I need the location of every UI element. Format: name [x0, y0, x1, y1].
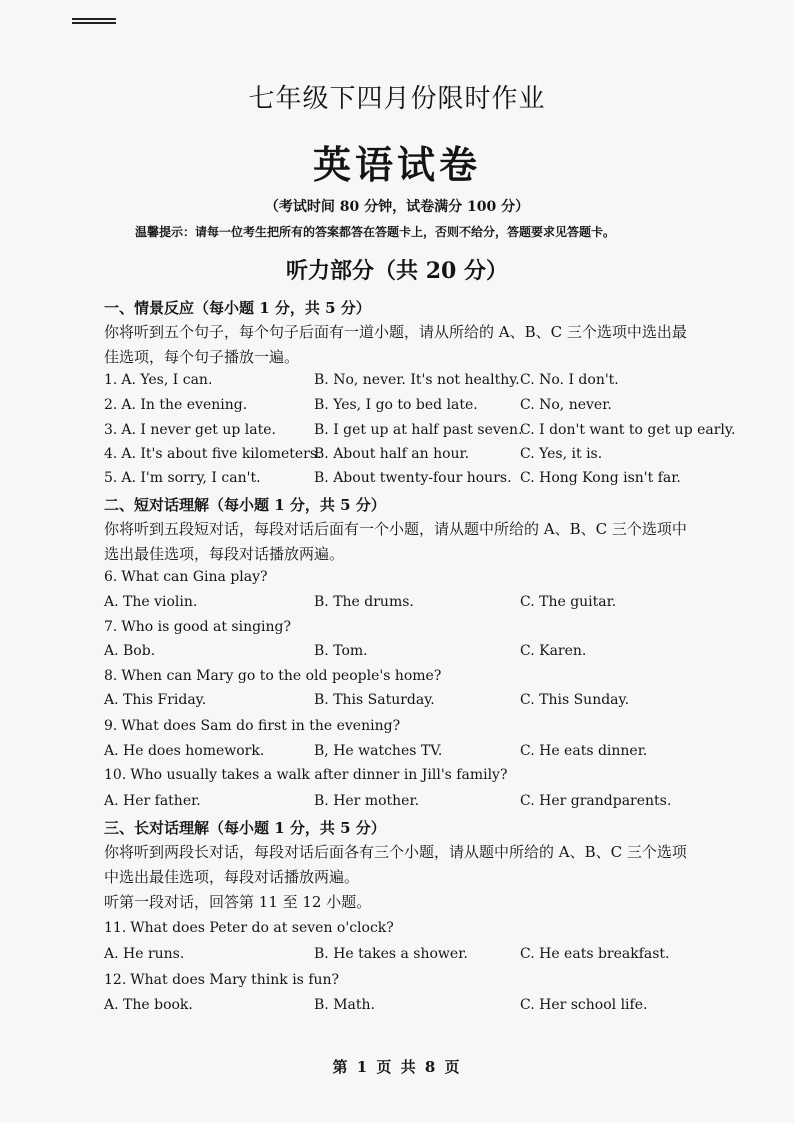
option-b: B. Her mother.	[314, 793, 420, 809]
option-b: B. This Saturday.	[314, 692, 435, 708]
part3-instruction-line1: 你将听到两段长对话，每段对话后面各有三个小题，请从题中所给的 A、B、C 三个选项	[104, 843, 687, 861]
option-a: 4. A. It's about five kilometers.	[104, 446, 322, 462]
part3-title: 三、长对话理解（每小题 1 分，共 5 分）	[104, 819, 386, 837]
part1-title: 一、情景反应（每小题 1 分，共 5 分）	[104, 299, 371, 317]
exam-title-line1: 七年级下四月份限时作业	[248, 84, 546, 114]
question-stem: 8. When can Mary go to the old people's home?	[104, 668, 442, 684]
question-stem: 7. Who is good at singing?	[104, 619, 292, 635]
options-row	[104, 997, 764, 1019]
option-c: C. Yes, it is.	[520, 446, 603, 462]
option-c: C. Karen.	[520, 643, 587, 659]
option-c: C. This Sunday.	[520, 692, 630, 708]
option-b: B. About half an hour.	[314, 446, 470, 462]
option-a: A. He runs.	[104, 946, 185, 962]
question-row	[104, 397, 764, 419]
option-c: C. Her school life.	[520, 997, 648, 1013]
exam-title-line2: 英语试卷	[312, 142, 481, 187]
part3-subheading: 听第一段对话，回答第 11 至 12 小题。	[104, 893, 372, 911]
question-row	[104, 372, 764, 394]
option-a: 1. A. Yes, I can.	[104, 372, 213, 388]
option-b: B. Math.	[314, 997, 375, 1013]
question-stem: 11. What does Peter do at seven o'clock?	[104, 920, 394, 936]
option-a: A. The book.	[104, 997, 193, 1013]
option-a: A. Her father.	[104, 793, 201, 809]
options-row	[104, 594, 764, 616]
option-c: C. No, never.	[520, 397, 612, 413]
option-b: B. About twenty-four hours.	[314, 470, 512, 486]
question-stem: 10. Who usually takes a walk after dinner in Jill's family?	[104, 767, 508, 783]
question-stem: 6. What can Gina play?	[104, 569, 268, 585]
option-b: B, He watches TV.	[314, 743, 443, 759]
part2-instruction-line2: 选出最佳选项，每段对话播放两遍。	[104, 545, 345, 563]
options-row	[104, 692, 764, 714]
option-c: C. He eats breakfast.	[520, 946, 670, 962]
options-row	[104, 946, 764, 968]
option-b: B. I get up at half past seven.	[314, 422, 523, 438]
part2-title: 二、短对话理解（每小题 1 分，共 5 分）	[104, 496, 386, 514]
corner-scan-mark	[72, 18, 116, 24]
question-row	[104, 422, 764, 444]
question-stem: 12. What does Mary think is fun?	[104, 972, 340, 988]
option-a: 5. A. I'm sorry, I can't.	[104, 470, 261, 486]
option-b: B. Tom.	[314, 643, 368, 659]
option-b: B. He takes a shower.	[314, 946, 468, 962]
question-stem: 9. What does Sam do first in the evening?	[104, 718, 401, 734]
option-c: C. Hong Kong isn't far.	[520, 470, 681, 486]
option-c: C. He eats dinner.	[520, 743, 648, 759]
options-row	[104, 643, 764, 665]
option-a: A. He does homework.	[104, 743, 265, 759]
option-a: 3. A. I never get up late.	[104, 422, 276, 438]
listening-heading: 听力部分（共 20 分）	[286, 258, 508, 284]
option-a: A. The violin.	[104, 594, 198, 610]
option-c: C. The guitar.	[520, 594, 617, 610]
question-row	[104, 446, 764, 468]
option-b: B. Yes, I go to bed late.	[314, 397, 478, 413]
option-a: 2. A. In the evening.	[104, 397, 248, 413]
exam-info: （考试时间 80 分钟，试卷满分 100 分）	[264, 199, 530, 215]
option-c: C. No. I don't.	[520, 372, 619, 388]
part1-instruction-line1: 你将听到五个句子，每个句子后面有一道小题，请从所给的 A、B、C 三个选项中选出最	[104, 323, 687, 341]
part2-instruction-line1: 你将听到五段短对话，每段对话后面有一个小题，请从题中所给的 A、B、C 三个选项中	[104, 520, 687, 538]
part3-instruction-line2: 中选出最佳选项，每段对话播放两遍。	[104, 868, 360, 886]
option-c: C. I don't want to get up early.	[520, 422, 736, 438]
option-b: B. The drums.	[314, 594, 414, 610]
part1-instruction-line2: 佳选项，每个句子播放一遍。	[104, 348, 300, 366]
options-row	[104, 793, 764, 815]
option-a: A. This Friday.	[104, 692, 207, 708]
option-c: C. Her grandparents.	[520, 793, 672, 809]
option-a: A. Bob.	[104, 643, 156, 659]
options-row	[104, 743, 764, 765]
question-row	[104, 470, 764, 492]
exam-notice: 温馨提示：请每一位考生把所有的答案都答在答题卡上，否则不给分，答题要求见答题卡。	[135, 225, 616, 239]
option-b: B. No, never. It's not healthy.	[314, 372, 520, 388]
page-number: 第 1 页 共 8 页	[332, 1058, 462, 1076]
